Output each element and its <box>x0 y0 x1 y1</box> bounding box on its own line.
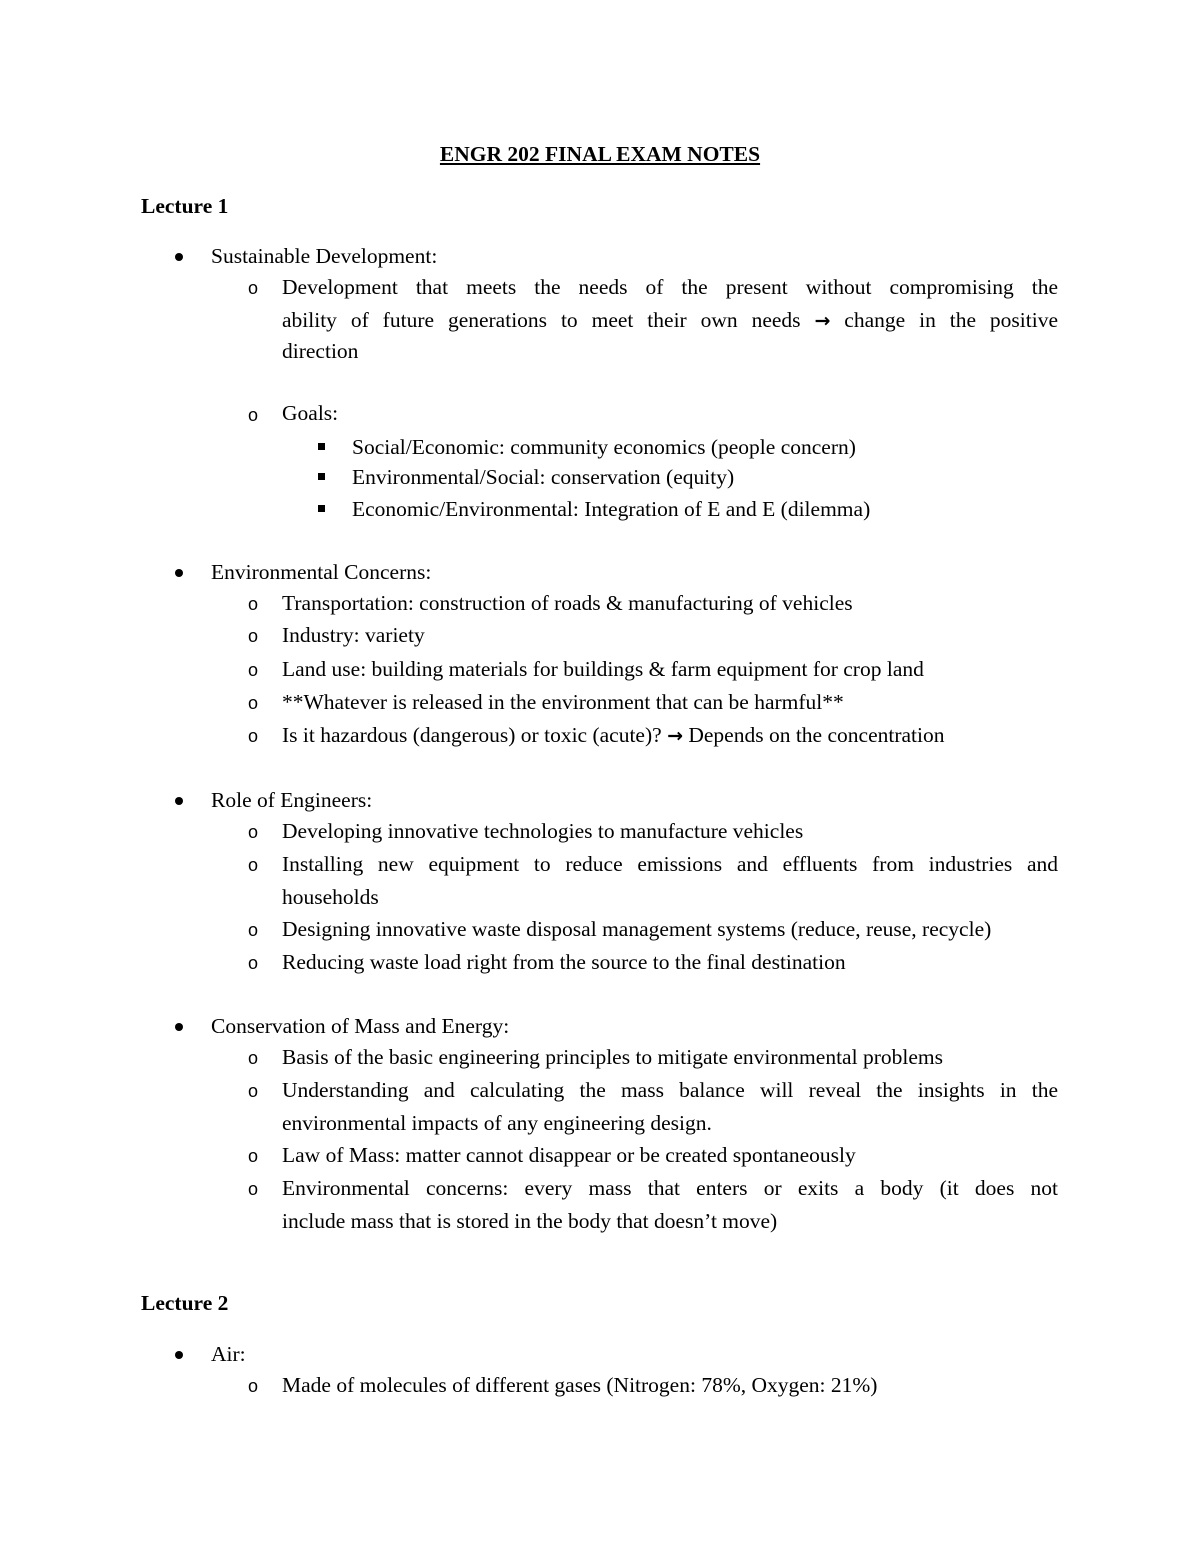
environmental-concerns-label: Environmental Concerns: <box>211 560 432 584</box>
engineer-item: Developing innovative technologies to manufacture vehicles <box>282 819 804 843</box>
conservation-item-line-1: Environmental concerns: every mass that enters or exits a body (it does not <box>282 1176 1058 1200</box>
bullet-circle: o <box>248 1376 259 1396</box>
bullet-dot <box>175 797 183 805</box>
engineer-item-line-1: Installing new equipment to reduce emissions and effluents from industries and <box>282 852 1058 876</box>
bullet-circle: o <box>248 405 259 425</box>
concern-item: Land use: building materials for buildings & farm equipment for crop land <box>282 657 924 681</box>
conservation-item-line-1: Understanding and calculating the mass balance will reveal the insights in the <box>282 1078 1058 1102</box>
air-label: Air: <box>211 1342 246 1366</box>
conservation-label: Conservation of Mass and Energy: <box>211 1014 510 1038</box>
bullet-circle: o <box>248 855 259 875</box>
goal-item: Economic/Environmental: Integration of E and E (dilemma) <box>352 497 871 521</box>
engineer-item: Designing innovative waste disposal management systems (reduce, reuse, recycle) <box>282 917 992 941</box>
engineer-item-line-2: households <box>282 885 379 909</box>
goals-label: Goals: <box>282 401 339 425</box>
bullet-square <box>318 473 325 480</box>
right-arrow-icon: → <box>814 310 831 332</box>
sustainable-development-label: Sustainable Development: <box>211 244 438 268</box>
conservation-item-line-2: environmental impacts of any engineering design. <box>282 1111 712 1135</box>
bullet-dot <box>175 253 183 261</box>
concern-item: **Whatever is released in the environment that can be harmful** <box>282 690 844 714</box>
definition-line-3: direction <box>282 339 359 363</box>
bullet-circle: o <box>248 693 259 713</box>
bullet-square <box>318 443 325 450</box>
concern-item: Industry: variety <box>282 623 425 647</box>
goal-item: Social/Economic: community economics (people concern) <box>352 435 856 459</box>
concern-item-hazard: Is it hazardous (dangerous) or toxic (acute)? → Depends on the concentration <box>282 723 945 747</box>
bullet-circle: o <box>248 626 259 646</box>
goal-item: Environmental/Social: conservation (equity) <box>352 465 735 489</box>
bullet-circle: o <box>248 1048 259 1068</box>
role-of-engineers-label: Role of Engineers: <box>211 788 373 812</box>
bullet-circle: o <box>248 594 259 614</box>
definition-line-2: ability of future generations to meet their own needs → change in the positive <box>282 308 1059 332</box>
bullet-dot <box>175 1351 183 1359</box>
engineer-item: Reducing waste load right from the source to the final destination <box>282 950 846 974</box>
bullet-dot <box>175 1023 183 1031</box>
bullet-circle: o <box>248 726 259 746</box>
conservation-item: Basis of the basic engineering principles to mitigate environmental problems <box>282 1045 943 1069</box>
page-title: ENGR 202 FINAL EXAM NOTES <box>439 142 761 166</box>
conservation-item: Law of Mass: matter cannot disappear or be created spontaneously <box>282 1143 856 1167</box>
bullet-square <box>318 505 325 512</box>
concern-item: Transportation: construction of roads & manufacturing of vehicles <box>282 591 853 615</box>
definition-line-1: Development that meets the needs of the present without compromising the <box>282 275 1058 299</box>
bullet-circle: o <box>248 1179 259 1199</box>
bullet-circle: o <box>248 1146 259 1166</box>
lecture-2-heading: Lecture 2 <box>141 1291 229 1315</box>
air-item: Made of molecules of different gases (Nitrogen: 78%, Oxygen: 21%) <box>282 1373 878 1397</box>
bullet-circle: o <box>248 953 259 973</box>
bullet-circle: o <box>248 660 259 680</box>
bullet-circle: o <box>248 920 259 940</box>
lecture-1-heading: Lecture 1 <box>141 194 229 218</box>
bullet-dot <box>175 569 183 577</box>
right-arrow-icon: → <box>667 725 683 747</box>
bullet-circle: o <box>248 822 259 842</box>
bullet-circle: o <box>248 278 259 298</box>
bullet-circle: o <box>248 1081 259 1101</box>
conservation-item-line-2: include mass that is stored in the body that doesn’t move) <box>282 1209 778 1233</box>
